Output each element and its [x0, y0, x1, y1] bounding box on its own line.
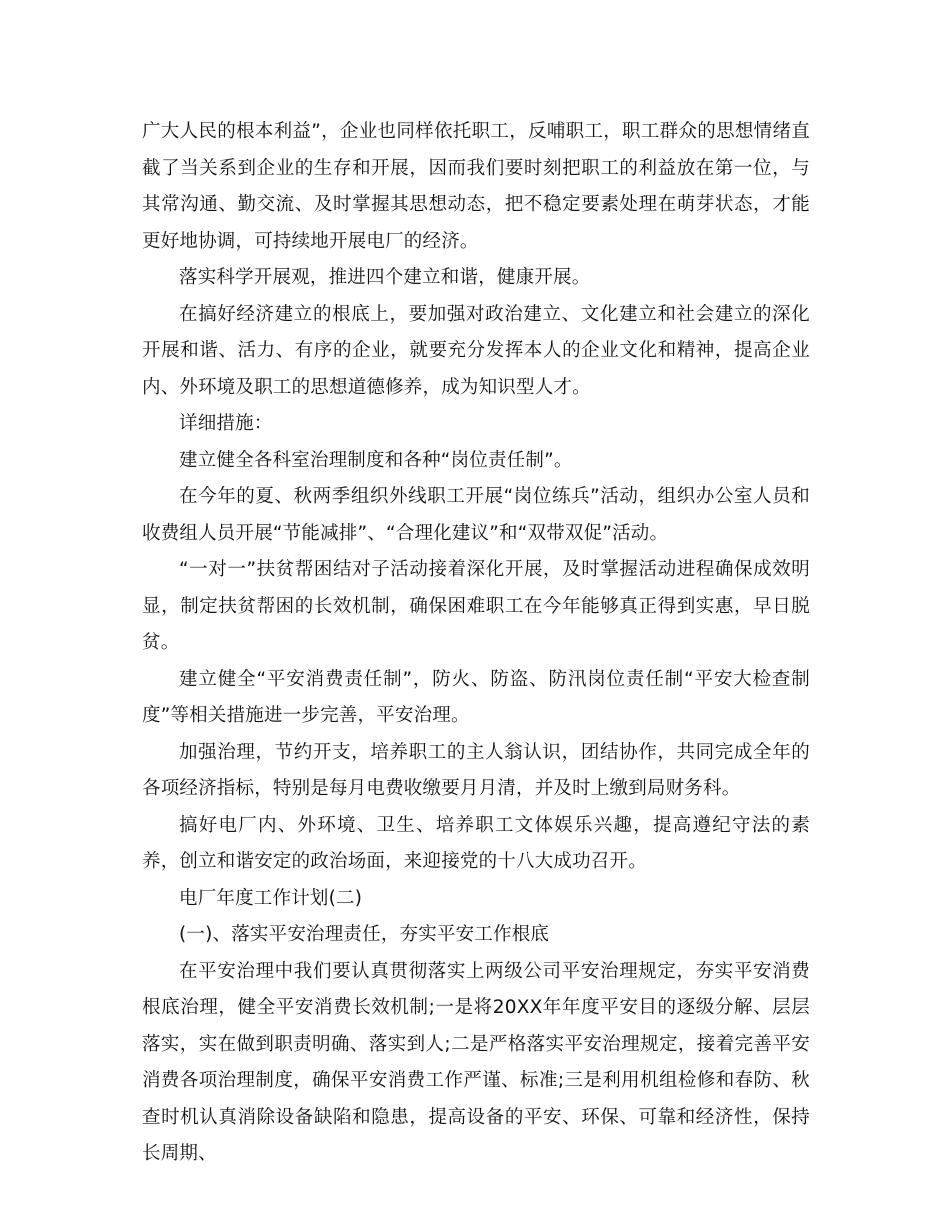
paragraph-2: 落实科学开展观，推进四个建立和谐，健康开展。: [179, 267, 591, 288]
section-heading-safety: (一)、落实平安治理责任，夯实平安工作根底: [179, 924, 550, 945]
paragraph-7: “一对一”扶贫帮困结对子活动接着深化开展，及时掌握活动进程确保成效明显，制定扶贫帮困的长效机制，确保困难职工在今年能够真正得到实惠，早日脱贫。: [142, 559, 810, 653]
paragraph-10: 搞好电厂内、外环境、卫生、培养职工文体娱乐兴趣，提高遵纪守法的素养，创立和谐安定的政治场面，来迎接党的十八大成功召开。: [142, 814, 810, 872]
paragraph-3: 在搞好经济建立的根底上，要加强对政治建立、文化建立和社会建立的深化开展和谐、活力、有序的企业，就要充分发挥本人的企业文化和精神，提高企业内、外环境及职工的思想道德修养，成为知识型人才。: [142, 303, 810, 398]
paragraph-1: 广大人民的根本利益”，企业也同样依托职工，反哺职工，职工群众的思想情绪直截了当关系到企业的生存和开展，因而我们要时刻把职工的利益放在第一位，与其常沟通、勤交流、及时掌握其思想动态，把不稳定要素处理在萌芽状态，才能更好地协调，可持续地开展电厂的经济。: [142, 121, 810, 252]
paragraph-13: 在平安治理中我们要认真贯彻落实上两级公司平安治理规定，夯实平安消费根底治理，健全平安消费长效机制;一是将20XX年年度平安目的逐级分解、层层落实，实在做到职责明确、落实到人;二是严格落实平安治理规定，接着完善平安消费各项治理制度，确保平安消费工作严谨、标准;三是利用机组检修和春防、秋查时机认真消除设备缺陷和隐患，提高设备的平安、环保、可靠和经济性，保持长周期、: [142, 960, 810, 1164]
document-body: [142, 114, 810, 1173]
section-heading-plan-2: 电厂年度工作计划(二): [179, 887, 363, 909]
paragraph-6: 在今年的夏、秋两季组织外线职工开展“岗位练兵”活动，组织办公室人员和收费组人员开展“节能减排”、“合理化建议”和“双带双促”活动。: [142, 486, 810, 544]
paragraph-5: 建立健全各科室治理制度和各种“岗位责任制”。: [179, 449, 573, 471]
paragraph-8: 建立健全“平安消费责任制”，防火、防盗、防汛岗位责任制“平安大检查制度”等相关措施进一步完善，平安治理。: [142, 668, 810, 726]
paragraph-9: 加强治理，节约开支，培养职工的主人翁认识，团结协作，共同完成全年的各项经济指标，特别是每月电费收缴要月月清，并及时上缴到局财务科。: [142, 741, 810, 799]
paragraph-4: 详细措施：: [179, 413, 273, 434]
